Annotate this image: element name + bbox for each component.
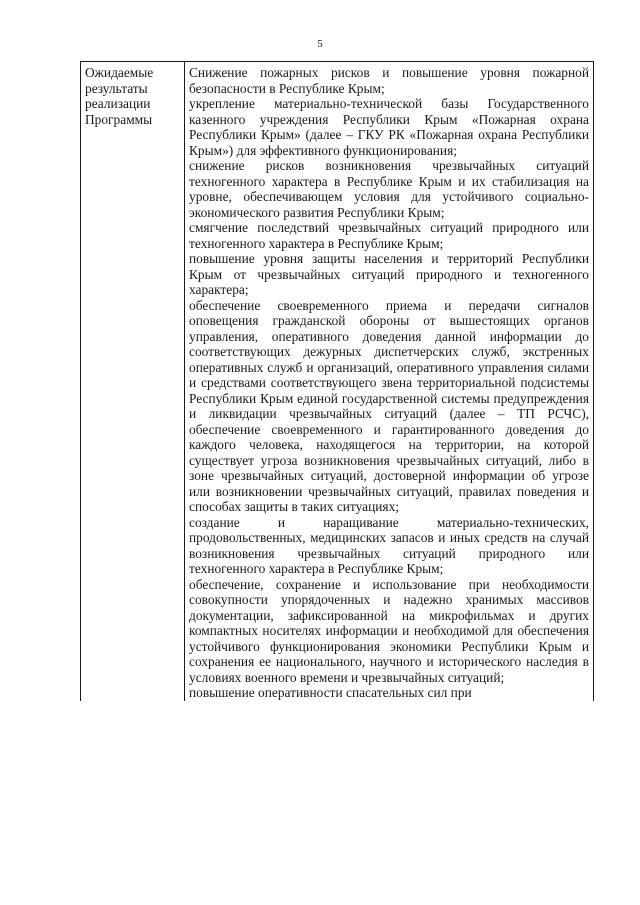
result-item: создание и наращивание материально-технических, продовольственных, медицинских запасов и иных средств на случай возникновения чрезвычайных ситуаций природного или техногенного характера в Республике Крым; [189, 514, 589, 576]
result-item: смягчение последствий чрезвычайных ситуаций природного или техногенного характера в Республике Крым; [189, 220, 589, 251]
result-item: обеспечение своевременного приема и передачи сигналов оповещения гражданской обороны от вышестоящих органов управления, оперативного доведения данной информации до соответствующих дежурных диспетчерских служб, экстренных оперативных служб и организаций, оперативного управления силами и средствами соответствующего звена территориальной подсистемы Республики Крым единой государственной системы предупреждения и ликвидации чрезвычайных ситуаций (далее – ТП РСЧС), обеспечение своевременного и гарантированного доведения до каждого человека, находящегося на территории, на которой существует угроза возникновения чрезвычайных ситуаций, либо в зоне чрезвычайных ситуаций, достоверной информации об угрозе или возникновении чрезвычайных ситуаций, правилах поведения и способах защиты в таких ситуациях; [189, 297, 589, 514]
result-item: Снижение пожарных рисков и повышение уровня пожарной безопасности в Республике Крым; [189, 65, 589, 96]
result-item: обеспечение, сохранение и использование при необходимости совокупности упорядоченных и надежно хранимых массивов документации, зафиксированной на микрофильмах и других компактных носителях информации и необходимой для обеспечения устойчивого функционирования экономики Республики Крым и сохранения ее национального, научного и исторического наследия в условиях военного времени и чрезвычайных ситуаций; [189, 576, 589, 685]
program-table [80, 61, 594, 701]
result-item: повышение оперативности спасательных сил при [189, 685, 472, 700]
expected-results-label: Ожидаемые результаты реализации Программы [85, 65, 154, 127]
table-label-cell [81, 62, 185, 701]
table-content-cell [185, 62, 594, 701]
result-item: укрепление материально-технической базы Государственного казенного учреждения Республики Крым «Пожарная охрана Республики Крым» (далее – ГКУ РК «Пожарная охрана Республики Крым») для эффективного функционирования; [189, 96, 589, 158]
page-number: 5 [317, 38, 323, 50]
table-row [81, 62, 594, 701]
result-item: повышение уровня защиты населения и территорий Республики Крым от чрезвычайных ситуаций природного и техногенного характера; [189, 251, 589, 297]
result-item: снижение рисков возникновения чрезвычайных ситуаций техногенного характера в Республике Крым и их стабилизация на уровне, обеспечивающем условия для устойчивого социально-экономического развития Республики Крым; [189, 158, 589, 220]
